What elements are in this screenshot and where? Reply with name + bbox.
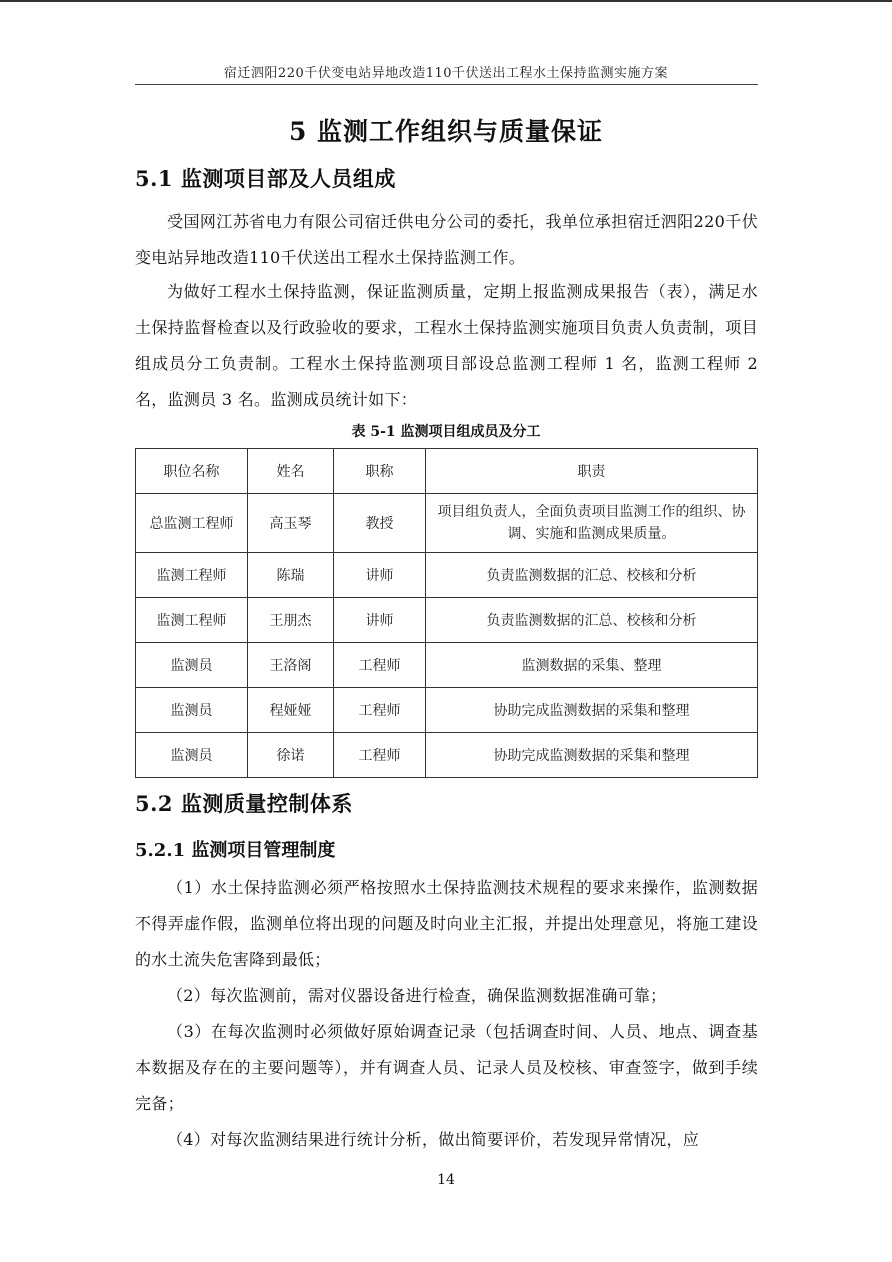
column-header: 职位名称 [136, 449, 248, 494]
table-cell-name: 王洛阁 [248, 643, 334, 688]
table-cell-duty: 协助完成监测数据的采集和整理 [426, 688, 758, 733]
section-heading-5-2-1: 5.2.1 监测项目管理制度 [135, 840, 336, 861]
table-cell-duty: 监测数据的采集、整理 [426, 643, 758, 688]
table-cell-duty: 协助完成监测数据的采集和整理 [426, 733, 758, 778]
table-cell-duty: 负责监测数据的汇总、校核和分析 [426, 598, 758, 643]
table-row [136, 643, 758, 688]
table-row [136, 733, 758, 778]
table-cell-position: 监测员 [136, 688, 248, 733]
table-cell-duty: 项目组负责人，全面负责项目监测工作的组织、协调、实施和监测成果质量。 [426, 494, 758, 553]
chapter-title: 5 监测工作组织与质量保证 [288, 117, 604, 146]
table-cell-title: 工程师 [334, 688, 426, 733]
table-cell-name: 王朋杰 [248, 598, 334, 643]
table-cell-position: 监测工程师 [136, 553, 248, 598]
running-header: 宿迁泗阳220千伏变电站异地改造110千伏送出工程水土保持监测实施方案 [223, 66, 669, 81]
table-header-row [136, 449, 758, 494]
table-cell-title: 工程师 [334, 643, 426, 688]
table-cell-name: 高玉琴 [248, 494, 334, 553]
column-header: 姓名 [248, 449, 334, 494]
table-cell-position: 监测员 [136, 643, 248, 688]
section-heading-5-1: 5.1 监测项目部及人员组成 [135, 166, 396, 191]
table-cell-position: 总监测工程师 [136, 494, 248, 553]
column-header: 职责 [426, 449, 758, 494]
staff-table [135, 448, 758, 778]
table-cell-title: 讲师 [334, 553, 426, 598]
paragraph-commission: 受国网江苏省电力有限公司宿迁供电分公司的委托，我单位承担宿迁泗阳220千伏变电站异地改造110千伏送出工程水土保持监测工作。 [135, 212, 758, 267]
page-number: 14 [437, 1172, 455, 1188]
table-cell-name: 程娅娅 [248, 688, 334, 733]
column-header: 职称 [334, 449, 426, 494]
table-cell-position: 监测员 [136, 733, 248, 778]
table-cell-title: 教授 [334, 494, 426, 553]
page-top-border [0, 0, 892, 2]
table-cell-title: 工程师 [334, 733, 426, 778]
table-row [136, 494, 758, 553]
table-cell-name: 徐诺 [248, 733, 334, 778]
table-cell-title: 讲师 [334, 598, 426, 643]
management-rule-item: （4）对每次监测结果进行统计分析，做出简要评价，若发现异常情况，应 [167, 1130, 700, 1149]
management-rule-item: （2）每次监测前，需对仪器设备进行检查，确保监测数据准确可靠； [167, 986, 667, 1005]
table-cell-duty: 负责监测数据的汇总、校核和分析 [426, 553, 758, 598]
table-row [136, 553, 758, 598]
paragraph-team-structure: 为做好工程水土保持监测，保证监测质量，定期上报监测成果报告（表），满足水土保持监督检查以及行政验收的要求，工程水土保持监测实施项目负责人负责制，项目组成员分工负责制。工程水土保持监测项目部设总监测工程师 1 名，监测工程师 2 名，监测员 3 名。监测成员统计如下： [135, 282, 758, 409]
section-heading-5-2: 5.2 监测质量控制体系 [135, 791, 353, 816]
table-row [136, 598, 758, 643]
table-caption: 表 5-1 监测项目组成员及分工 [351, 424, 541, 440]
management-rule-item: （3）在每次监测时必须做好原始调查记录（包括调查时间、人员、地点、调查基本数据及存在的主要问题等），并有调查人员、记录人员及校核、审查签字，做到手续完备； [135, 1022, 758, 1113]
header-rule [135, 84, 758, 85]
table-row [136, 688, 758, 733]
table-cell-position: 监测工程师 [136, 598, 248, 643]
table-cell-name: 陈瑞 [248, 553, 334, 598]
management-rule-item: （1）水土保持监测必须严格按照水土保持监测技术规程的要求来操作，监测数据不得弄虚作假，监测单位将出现的问题及时向业主汇报，并提出处理意见，将施工建设的水土流失危害降到最低； [135, 878, 758, 969]
